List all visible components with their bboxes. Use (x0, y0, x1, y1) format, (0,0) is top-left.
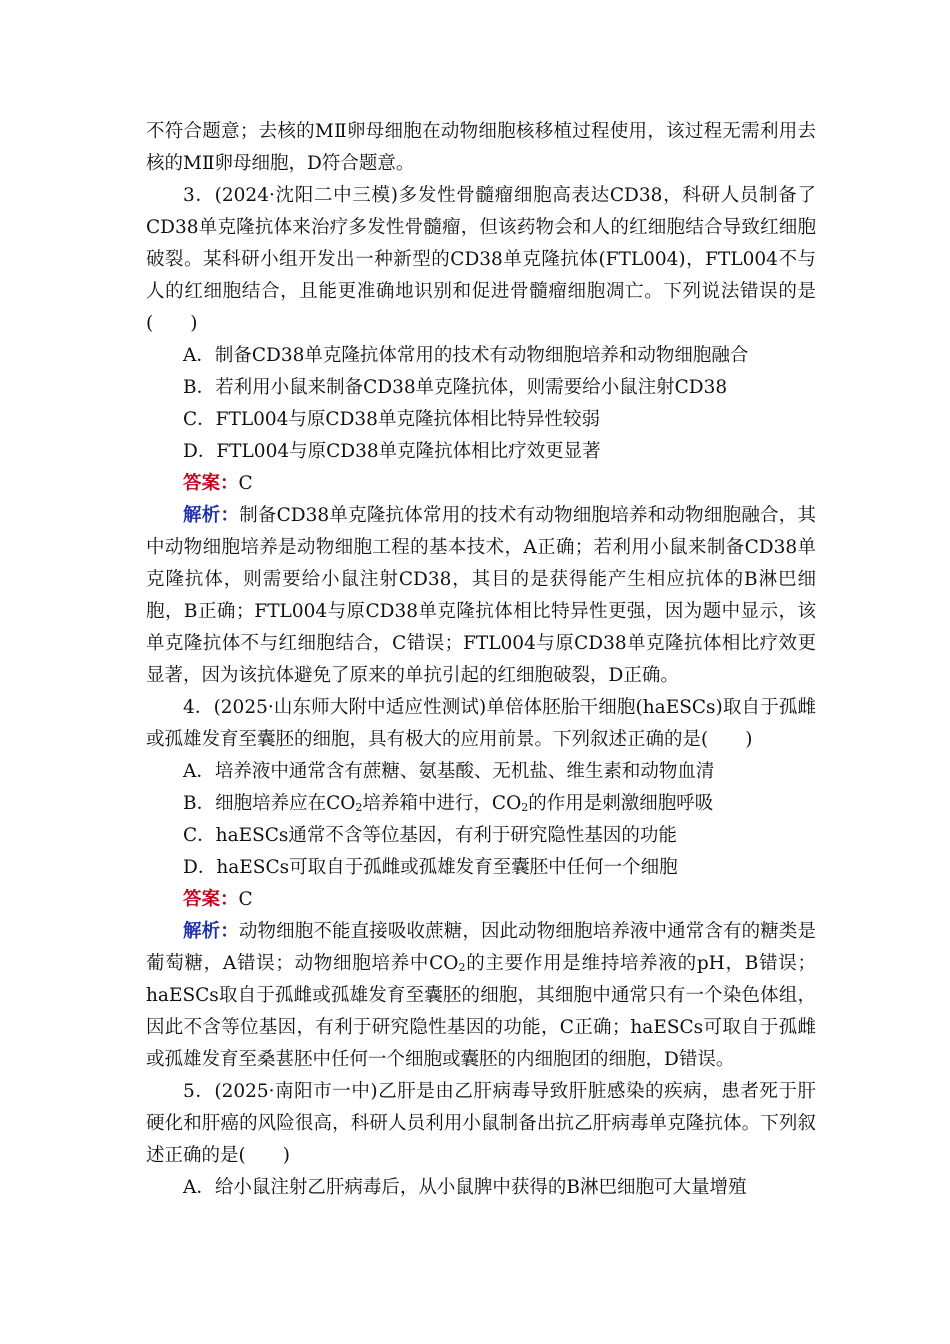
explanation-label: 解析： (183, 921, 239, 942)
question-4-option-b (146, 788, 816, 820)
explanation-text: 制备CD38单克隆抗体常用的技术有动物细胞培养和动物细胞融合，其中动物细胞培养是动物细胞工程的基本技术，A正确；若利用小鼠来制备CD38单克隆抗体，则需要给小鼠注射CD38，其目的是获得能产生相应抗体的B淋巴细胞，B正确；FTL004与原CD38单克隆抗体相比特异性更强，因为题中显示，该单克隆抗体不与红细胞结合，C错误；FTL004与原CD38单克隆抗体相比疗效更显著，因为该抗体避免了原来的单抗引起的红细胞破裂，D正确。 (146, 505, 816, 686)
answer-value: C (238, 889, 253, 910)
question-4-option-a: A．培养液中通常含有蔗糖、氨基酸、无机盐、维生素和动物血清 (183, 761, 715, 782)
question-4-option-c: C．haESCs通常不含等位基因，有利于研究隐性基因的功能 (183, 825, 677, 846)
question-3-stem: 3．(2024·沈阳二中三模)多发性骨髓瘤细胞高表达CD38，科研人员制备了CD38单克隆抗体来治疗多发性骨髓瘤，但该药物会和人的红细胞结合导致红细胞破裂。某科研小组开发出一种新型的CD38单克隆抗体(FTL004)，FTL004不与人的红细胞结合，且能更准确地识别和促进骨髓瘤细胞凋亡。下列说法错误的是( ) (146, 185, 816, 334)
option-b-text-2: 培养箱中进行，CO (362, 793, 522, 814)
intro-paragraph: 不符合题意；去核的MⅡ卵母细胞在动物细胞核移植过程使用，该过程无需利用去核的MⅡ卵母细胞，D符合题意。 (146, 121, 816, 174)
question-5-stem: 5．(2025·南阳市一中)乙肝是由乙肝病毒导致肝脏感染的疾病，患者死于肝硬化和肝癌的风险很高，科研人员利用小鼠制备出抗乙肝病毒单克隆抗体。下列叙述正确的是( ) (146, 1081, 816, 1166)
question-3-explanation (146, 500, 816, 692)
explanation-text-2: 的主要作用是维持培养液的pH，B错误；haESCs取自于孤雌或孤雄发育至囊胚的细胞，其细胞中通常只有一个染色体组，因此不含等位基因，有利于研究隐性基因的功能，C正确；haESCs可取自于孤雌或孤雄发育至桑葚胚中任何一个细胞或囊胚的内细胞团的细胞，D错误。 (146, 953, 817, 1070)
explanation-label: 解析： (183, 505, 240, 526)
answer-value: C (238, 473, 253, 494)
document-page (146, 116, 816, 1204)
subscript-2: 2 (355, 801, 363, 814)
subscript-2: 2 (521, 801, 529, 814)
question-3-option-d: D．FTL004与原CD38单克隆抗体相比疗效更显著 (183, 441, 601, 462)
question-4-stem: 4．(2025·山东师大附中适应性测试)单倍体胚胎干细胞(haESCs)取自于孤雌或孤雄发育至囊胚的细胞，具有极大的应用前景。下列叙述正确的是( ) (146, 697, 816, 750)
question-4-explanation (146, 916, 816, 1076)
option-b-text-1: B．细胞培养应在CO (183, 793, 356, 814)
option-b-text-3: 的作用是刺激细胞呼吸 (528, 793, 714, 814)
question-3-option-c: C．FTL004与原CD38单克隆抗体相比特异性较弱 (183, 409, 600, 430)
question-5-option-a: A．给小鼠注射乙肝病毒后，从小鼠脾中获得的B淋巴细胞可大量增殖 (183, 1177, 747, 1198)
explanation-text-1: 动物细胞不能直接吸收蔗糖，因此动物细胞培养液中通常含有的糖类是葡萄糖，A错误；动物细胞培养中CO (146, 921, 816, 974)
question-3-option-b: B．若利用小鼠来制备CD38单克隆抗体，则需要给小鼠注射CD38 (183, 377, 728, 398)
answer-label: 答案： (183, 473, 239, 494)
question-4-option-d: D．haESCs可取自于孤雌或孤雄发育至囊胚中任何一个细胞 (183, 857, 678, 878)
subscript-2: 2 (458, 961, 466, 974)
question-3-answer (146, 468, 816, 500)
question-4-answer (146, 884, 816, 916)
answer-label: 答案： (183, 889, 239, 910)
question-3-option-a: A．制备CD38单克隆抗体常用的技术有动物细胞培养和动物细胞融合 (183, 345, 749, 366)
